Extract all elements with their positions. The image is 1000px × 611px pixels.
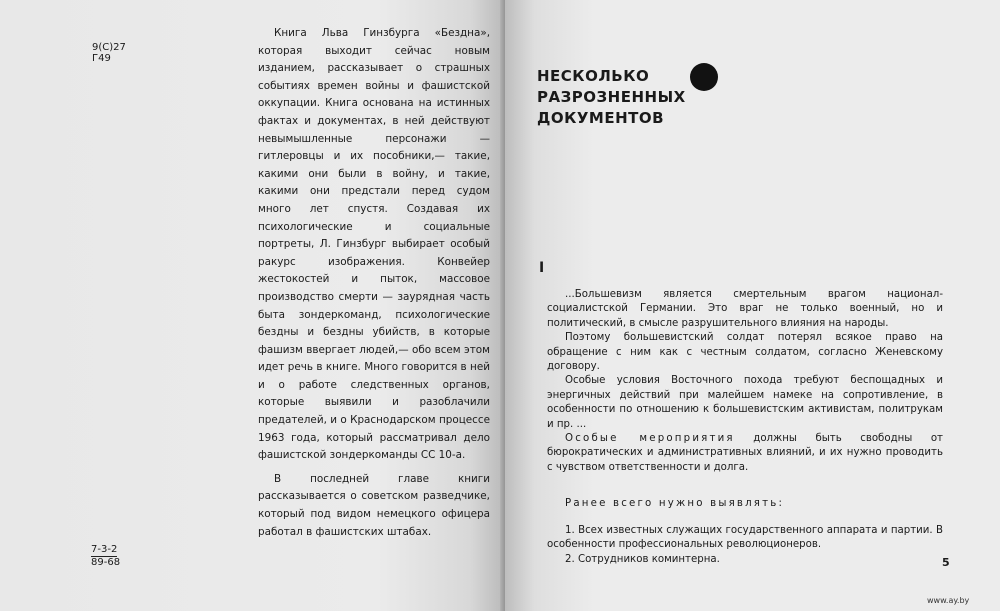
paragraph-text: должны быть свободны от бюрократических и административных влияний, и их нужно проводить с чувством ответственности и долга.	[547, 433, 943, 473]
annotation-paragraph: В последней главе книги рассказывается о советском разведчике, который под видом немецкого офицера работал в фашистских штабах.	[258, 472, 490, 538]
body-paragraph	[547, 432, 943, 475]
catalog-code-line: Г49	[92, 53, 111, 64]
body-paragraph: Особые условия Восточного похода требуют беспощадных и энергичных действий при малейшем намеке на сопротивление, в особенности по отношению к большевистским активистам, политрукам и пр. ...	[547, 375, 943, 430]
catalog-code-numerator: 7-3-2	[91, 544, 118, 555]
chapter-number: I	[539, 260, 545, 276]
catalog-code-denominator: 89-68	[91, 557, 121, 568]
catalog-code-bottom	[91, 544, 120, 568]
body-paragraph: Поэтому большевистский солдат потерял всякое право на обращение с ним как с честным солдатом, согласно Женевскому договору.	[547, 332, 943, 373]
title-line: ДОКУМЕНТОВ	[537, 109, 665, 127]
body-paragraph: ...Большевизм является смертельным врагом национал-социалистской Германии. Это враг не только военный, но и политический, в смысле разрушительного влияния на народы.	[547, 289, 943, 329]
catalog-code-line: 9(С)27	[92, 42, 126, 53]
emphasized-phrase: Особые мероприятия	[565, 433, 735, 445]
catalog-code-top	[92, 42, 126, 64]
list-item: 1. Всех известных служащих государственного аппарата и партии. В особенности профессиональных революционеров.	[547, 524, 943, 551]
document-text	[547, 288, 943, 567]
book-annotation	[258, 25, 490, 541]
title-dot-ornament	[690, 63, 718, 91]
section-title	[537, 66, 686, 129]
list-item: 2. Сотрудников коминтерна.	[565, 553, 720, 565]
page-number: 5	[942, 556, 950, 569]
annotation-paragraph: Книга Льва Гинзбурга «Бездна», которая выходит сейчас новым изданием, рассказывает о страшных событиях времен войны и фашистской оккупации. Книга основана на истинных фактах и документах, в ней действуют невымышленные персонажи — гитлеровцы и их пособники,— такие, какими они были в войну, и такие, какими они предстали перед судом много лет спустя. Создавая их психологические и социальные портреты, Л. Гинзбург выбирает особый ракурс изображения. Конвейер жестокостей и пыток, массовое производство смерти — заурядная часть быта зондеркоманд, психологические бездны и бездны убийств, в которые фашизм ввергает людей,— обо всем этом идет речь в книге. Много говорится в ней и о работе следственных органов, которые выявили и разоблачили предателей, и о Краснодарском процессе 1963 года, который рассматривал дело фашистской зондеркоманды СС 10-а.	[258, 27, 490, 462]
title-line: РАЗРОЗНЕННЫХ	[537, 88, 686, 106]
watermark: www.ay.by	[927, 596, 970, 605]
title-line: НЕСКОЛЬКО	[537, 67, 650, 85]
subheading: Ранее всего нужно выявлять:	[565, 498, 785, 510]
